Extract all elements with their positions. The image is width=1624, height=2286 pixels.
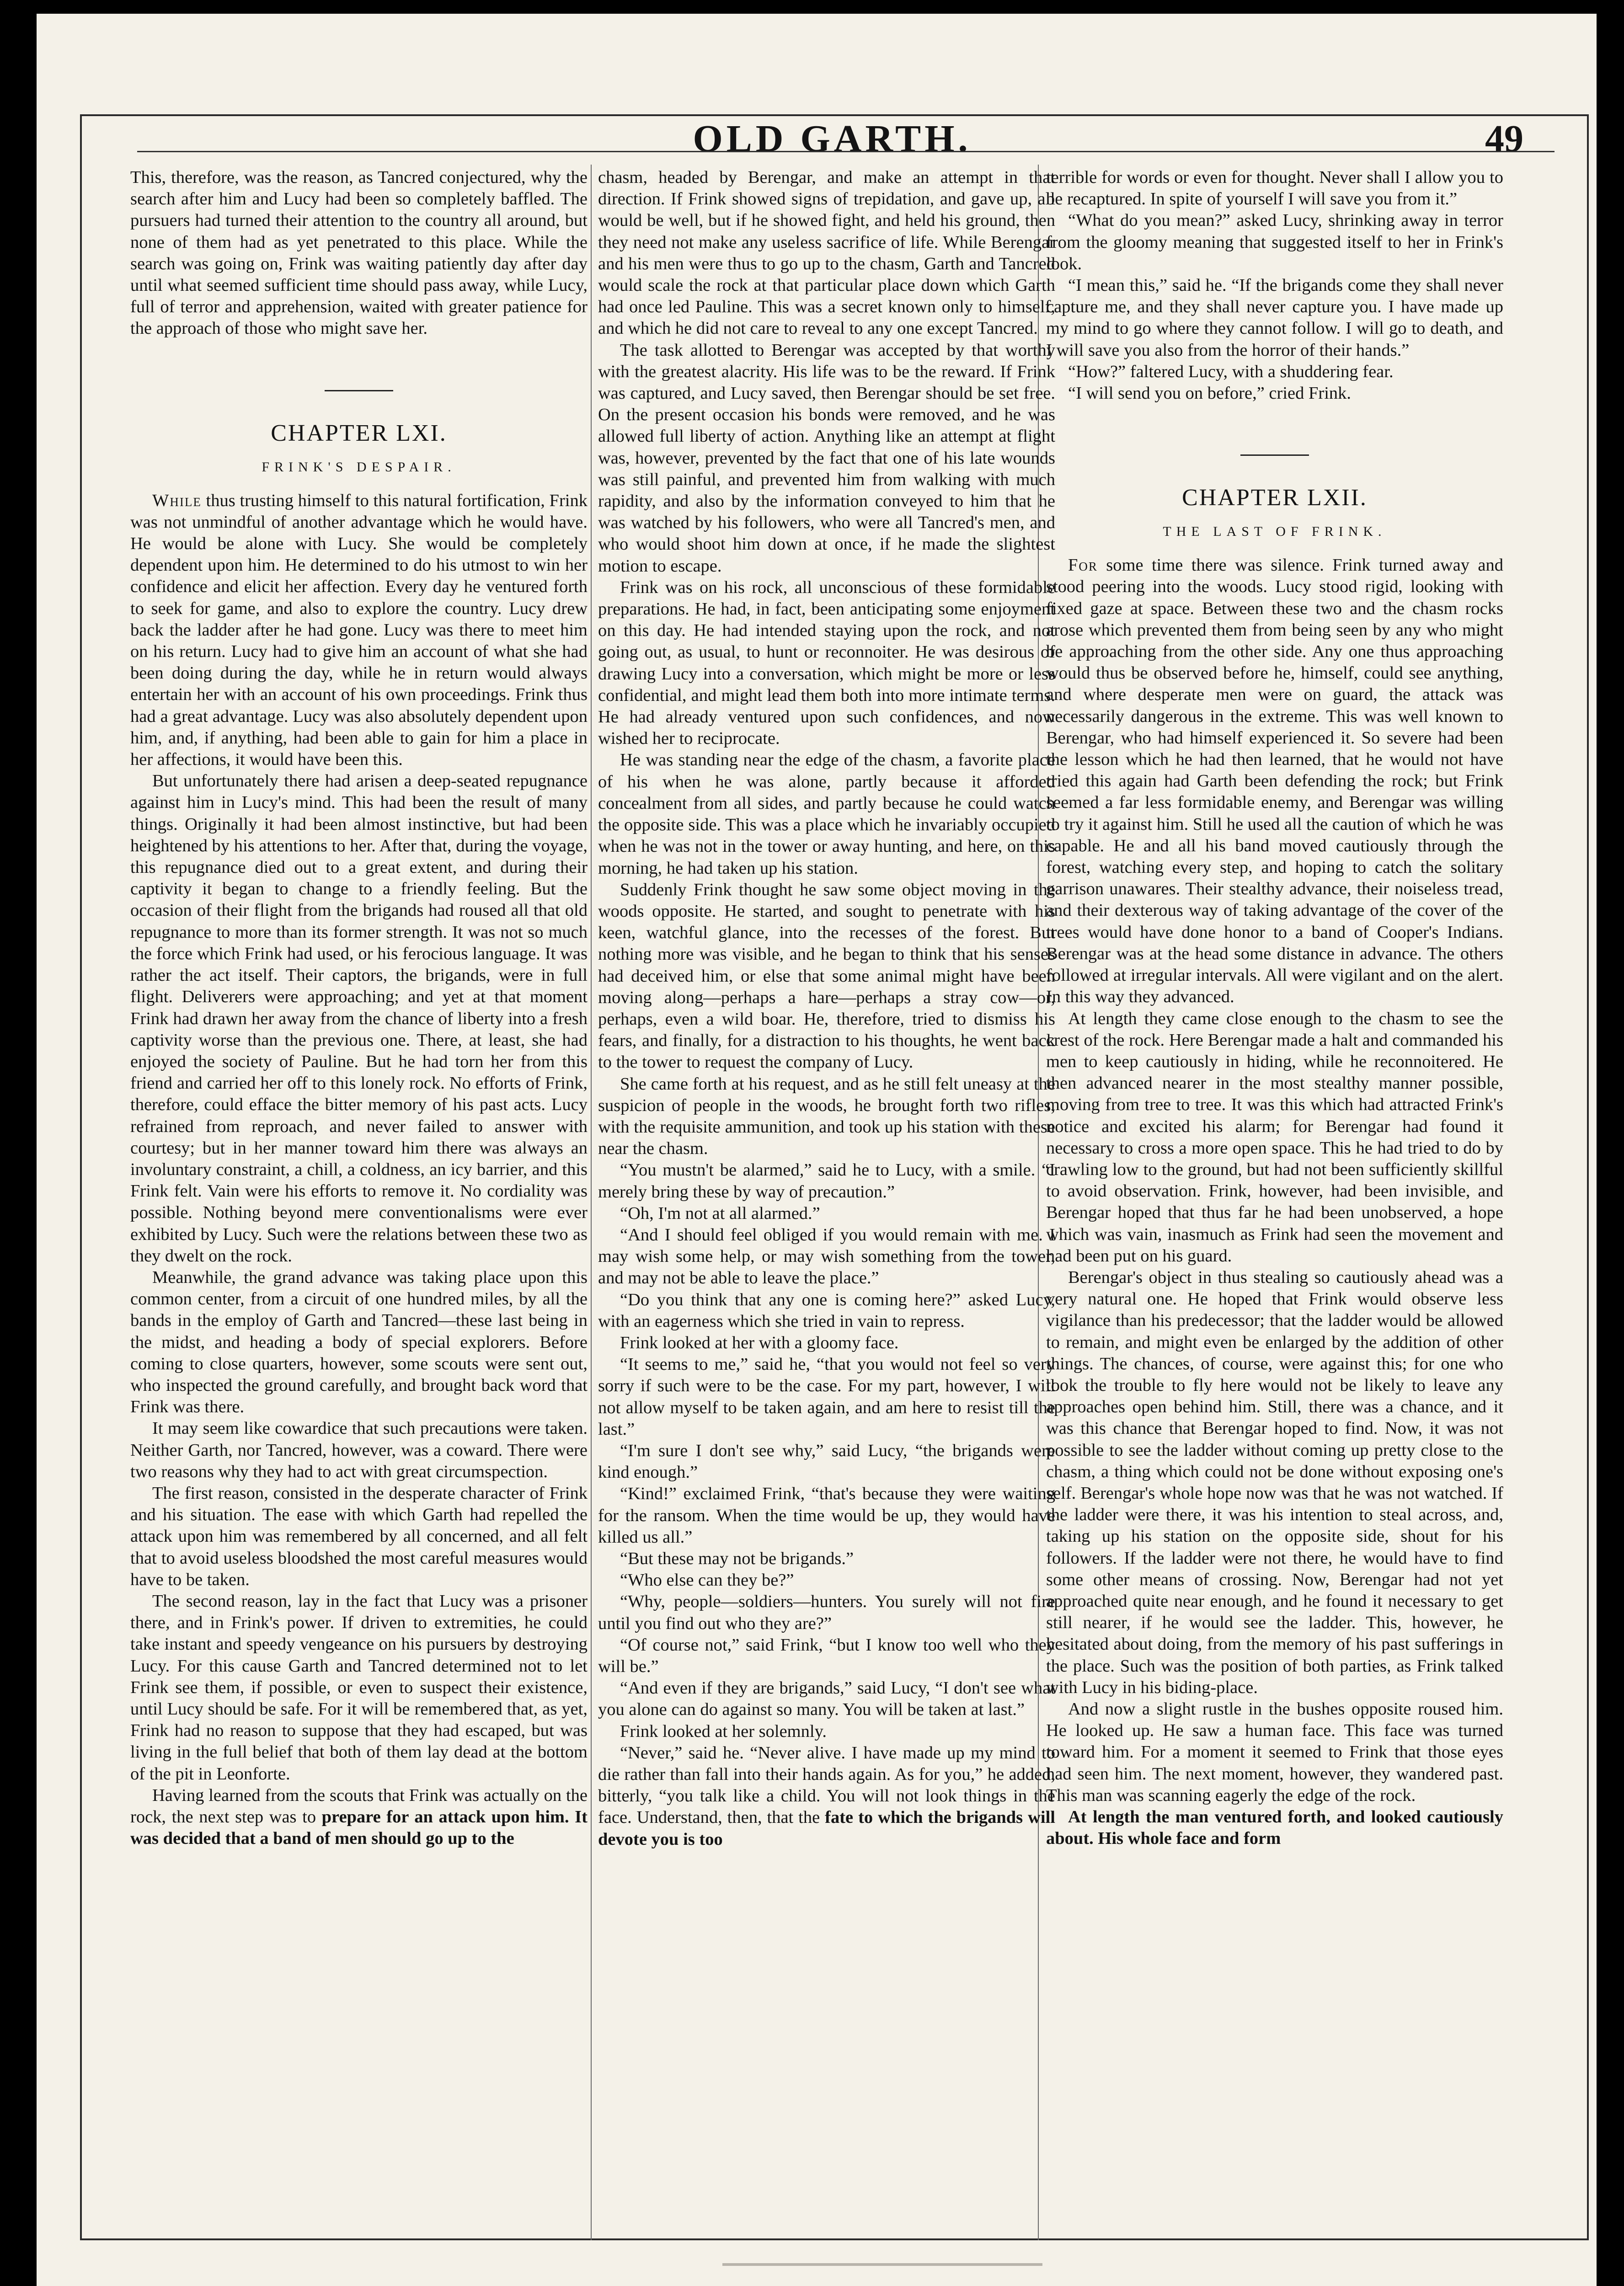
paragraph: “Kind!” exclaimed Frink, “that's because they were waiting for the ransom. When the time would be up, they would have killed us all.” — [598, 1484, 1055, 1547]
column-middle — [598, 167, 1055, 2238]
paragraph: chasm, headed by Berengar, and make an attempt in that direction. If Frink showed signs of trepidation, and gave up, all would be well, but if he showed fight, and held his ground, then they need not make any useless sacrifice of life. While Berengar and his men were thus to go up to the chasm, Garth and Tancred would scale the rock at that particular place down which Garth had once led Pauline. This was a secret known only to himself, and which he did not care to reveal to any one except Tancred. — [598, 168, 1055, 338]
print-smudge — [722, 2263, 1042, 2266]
paragraph: Frink was on his rock, all unconscious of these formidable preparations. He had, in fact, been anticipating some enjoyment on this day. He had intended staying upon the rock, and not going out, as usual, to hunt or reconnoiter. He was desirous of drawing Lucy into a conversation, which might be more or less confidential, and might lead them both into more intimate terms. He had already ventured upon such confidences, and now wished her to reciprocate. — [598, 577, 1055, 748]
paragraph: “I will send you on before,” cried Frink. — [1068, 384, 1352, 403]
chapter-heading: CHAPTER LXI. — [271, 420, 447, 446]
paragraph: It may seem like cowardice that such precautions were taken. Neither Garth, nor Tancred, however, was a coward. There were two reasons why they had to act with great circumspection. — [130, 1419, 588, 1481]
chapter-rule — [1240, 454, 1309, 456]
paragraph: “But these may not be brigands.” — [620, 1549, 854, 1568]
paragraph: Suddenly Frink thought he saw some object moving in the woods opposite. He started, and sought to penetrate with his keen, watchful glance, into the recesses of the forest. But nothing more was visible, and he began to think that his senses had deceived him, or else that some animal might have been moving along—perhaps a hare—perhaps a stray cow—or, perhaps, even a wild boar. He, therefore, tried to dismiss his fears, and finally, for a distraction to his thoughts, he went back to the tower to request the company of Lucy. — [598, 880, 1055, 1072]
paragraph: At length they came close enough to the chasm to see the crest of the rock. Here Berengar made a halt and commanded his men to keep cautiously in hiding, while he reconnoitered. He then advanced nearer in the most stealthy manner possible, moving from tree to tree. It was this which had attracted Frink's notice and excited his alarm; for Berengar had found it necessary to cross a more open space. This he had tried to do by crawling low to the ground, but had not been sufficiently skillful to avoid observation. Frink, however, had been invisible, and Berengar hoped that thus far he had been unobserved, a hope which was vain, inasmuch as Frink had seen the movement and had been put on his guard. — [1046, 1009, 1503, 1266]
column-right — [1046, 167, 1503, 2238]
paragraph: The second reason, lay in the fact that Lucy was a prisoner there, and in Frink's power. If driven to extremities, he could take instant and speedy vengeance on his pursuers by destroying Lucy. For this cause Garth and Tancred determined not to let Frink see them, if possible, or even to suspect their existence, until Lucy should be safe. For it will be remembered that, as yet, Frink had no reason to suppose that they had escaped, but was living in the full belief that both of them lay dead at the bottom of the pit in Leonforte. — [130, 1591, 588, 1784]
paragraph — [130, 1785, 588, 1850]
chapter-heading-block — [1046, 454, 1503, 541]
paragraph: “And even if they are brigands,” said Lucy, “I don't see what you alone can do against so many. You will be taken at last.” — [598, 1678, 1055, 1720]
column-left — [130, 167, 588, 2238]
paragraph: “What do you mean?” asked Lucy, shrinking away in terror from the gloomy meaning that suggested itself to her in Frink's look. — [1046, 211, 1503, 273]
paragraph: “Oh, I'm not at all alarmed.” — [620, 1203, 820, 1223]
paragraph: This, therefore, was the reason, as Tancred conjectured, why the search after him and Lucy had been so completely baffled. The pursuers had turned their attention to the country all around, but none of them had as yet penetrated to this place. While the search was going on, Frink was waiting patiently day after day until what seemed sufficient time should pass away, while Lucy, full of terror and apprehension, waited with greater patience for the approach of those who might save her. — [130, 168, 588, 338]
paragraph-text: Having learned from the scouts that Frink was actually on the rock, the next step was to — [130, 1785, 588, 1827]
column-divider — [591, 165, 592, 2240]
paragraph: Frink looked at her with a gloomy face. — [620, 1333, 899, 1352]
paragraph: “And I should feel obliged if you would remain with me. I may wish some help, or may wish something from the tower, and may not be able to leave the place.” — [598, 1225, 1055, 1288]
paragraph — [598, 1742, 1055, 1850]
paragraph — [1046, 555, 1503, 1008]
paragraph: He was standing near the edge of the chasm, a favorite place of his when he was alone, partly because it afforded concealment from all sides, and partly because he could watch the opposite side. This was a place which he invariably occupied when he was not in the tower or away hunting, and here, on this morning, he had taken up his station. — [598, 750, 1055, 878]
paragraph-text: “Never,” said he. “Never alive. I have made up my mind to die rather than fall into their hands again. As for you,” he added, bitterly, “you talk like a child. You will not look things in the face. Understand, then, that the — [598, 1743, 1055, 1827]
paragraph-lead-word: For — [1068, 555, 1098, 575]
paragraph: “I mean this,” said he. “If the brigands come they shall never capture me, and they shall never capture you. I have made up my mind to go where they cannot follow. I will go to death, and I will save you also from the horror of their hands.” — [1046, 276, 1503, 360]
paragraph: The first reason, consisted in the desperate character of Frink and his situation. The ease with which Garth had repelled the attack upon him was remembered by all concerned, and all felt that to avoid useless bloodshed the most careful measures would have to be taken. — [130, 1483, 588, 1589]
paragraph: “I'm sure I don't see why,” said Lucy, “the brigands were kind enough.” — [598, 1441, 1055, 1482]
paragraph-text-bold: fate to which the brigands will devote you is too — [598, 1808, 1055, 1849]
paragraph: “Do you think that any one is coming here?” asked Lucy, with an eagerness which she tried in vain to repress. — [598, 1290, 1055, 1331]
paragraph: “Why, people—soldiers—hunters. You surely will not fire until you find out who they are?” — [598, 1592, 1055, 1633]
paragraph: “How?” faltered Lucy, with a shuddering fear. — [1068, 362, 1394, 381]
paragraph-text-bold: prepare for an attack upon him. It was decided that a band of men should go up to the — [130, 1807, 588, 1848]
page-number: 49 — [1485, 118, 1523, 160]
paragraph: “Who else can they be?” — [620, 1570, 794, 1590]
paragraph: “It seems to me,” said he, “that you would not feel so very sorry if such were to be the case. For my part, however, I will not allow myself to be taken again, and am here to resist till the last.” — [598, 1355, 1055, 1439]
paragraph: But unfortunately there had arisen a deep-seated repugnance against him in Lucy's mind. This had been the result of many things. Originally it had been almost instinctive, but had been heightened by his attentions to her. After that, during the voyage, this repugnance died out to a great extent, and during their captivity it began to change to a friendly feeling. But the occasion of their flight from the brigands had roused all that old repugnance to more than its former strength. It was not so much the force which Frink had used, or his ferocious language. It was rather the act itself. Their captors, the brigands, were in full flight. Deliverers were approaching; and yet at that moment Frink had drawn her away from the chance of liberty into a fresh captivity worse than the previous one. There, at least, she had enjoyed the society of Pauline. But he had torn her from this friend and carried her off to this lonely rock. No efforts of Frink, therefore, could efface the bitter memory of his past acts. Lucy refrained from reproach, and never failed to answer with courtesy; but in her manner toward him there was always an involuntary constraint, a chill, a coldness, an icy barrier, and this Frink felt. Vain were his efforts to remove it. No cordiality was possible. Nothing beyond mere conventionalisms were ever exhibited by Lucy. Such were the relations between these two as they dwelt on the rock. — [130, 771, 588, 1266]
paragraph-lead-word: While — [152, 491, 202, 510]
chapter-rule — [325, 390, 393, 391]
paragraph: And now a slight rustle in the bushes opposite roused him. He looked up. He saw a human face. This face was turned toward him. For a moment it seemed to Frink that those eyes had seen him. The next moment, however, they wandered past. This man was scanning eagerly the edge of the rock. — [1046, 1699, 1503, 1805]
running-title: OLD GARTH. — [693, 118, 972, 160]
paragraph: “Of course not,” said Frink, “but I know too well who they will be.” — [598, 1635, 1055, 1677]
header-rule — [137, 151, 1555, 152]
chapter-heading-block — [130, 390, 588, 476]
paragraph — [130, 490, 588, 771]
paragraph: At length the man ventured forth, and looked cautiously about. His whole face and form — [1046, 1807, 1503, 1848]
chapter-subtitle: FRINK'S DESPAIR. — [262, 459, 456, 475]
chapter-subtitle: THE LAST OF FRINK. — [1163, 524, 1387, 539]
paragraph: Frink looked at her solemnly. — [620, 1721, 827, 1741]
newspaper-page — [37, 14, 1597, 2286]
paragraph: Meanwhile, the grand advance was taking place upon this common center, from a circuit of one hundred miles, by all the bands in the employ of Garth and Tancred—these last being in the midst, and heading a body of special explorers. Before coming to close quarters, however, some scouts were sent out, who inspected the ground carefully, and brought back word that Frink was there. — [130, 1267, 588, 1417]
paragraph: The task allotted to Berengar was accepted by that worthy with the greatest alacrity. His life was to be the reward. If Frink was captured, and Lucy saved, then Berengar should be set free. On the present occasion his bonds were removed, and he was allowed full liberty of action. Anything like an attempt at flight was, however, prevented by the fact that one of his late wounds was still painful, and prevented him from walking with much rapidity, and also by the information conveyed to him that he was watched by his followers, who were all Tancred's men, and who would shoot him down at once, if he made the slightest motion to escape. — [598, 340, 1055, 576]
chapter-heading: CHAPTER LXII. — [1182, 485, 1368, 511]
paragraph: She came forth at his request, and as he still felt uneasy at the suspicion of people in the woods, he brought forth two rifles, with the requisite ammunition, and took up his station with these near the chasm. — [598, 1074, 1055, 1159]
paragraph-text: thus trusting himself to this natural fortification, Frink was not unmindful of another advantage which he would have. He would be alone with Lucy. She would be completely dependent upon him. He determined to do his utmost to win her confidence and elicit her affection. Every day he ventured forth to seek for game, and also to explore the country. Lucy drew back the ladder after he had gone. Lucy was there to meet him on his return. Lucy had to give him an account of what she had been doing during the day, while he in return would always entertain her with an account of his own proceedings. Frink thus had a great advantage. Lucy was also absolutely dependent upon him, and, if anything, had been able to gain for him a place in her affections, it would have been this. — [130, 491, 588, 769]
paragraph: Berengar's object in thus stealing so cautiously ahead was a very natural one. He hoped that Frink would observe less vigilance than his predecessor; that the ladder would be allowed to remain, and might even be enlarged by the addition of other things. The chances, of course, were against this; for one who took the trouble to fly here would not be likely to leave any approaches open behind him. Still, there was a chance, and it was this chance that Berengar hoped to find. Now, it was not possible to see the ladder without coming up pretty close to the chasm, a thing which could not be done without exposing one's self. Berengar's whole hope now was that he was not watched. If the ladder were there, it was his intention to steal across, and, taking up his station on the opposite side, shout for his followers. If the ladder were not there, he would have to find some other means of crossing. Now, Berengar had not yet approached quite near enough, and he found it necessary to get still nearer, if he would see the ladder. This, however, he hesitated about doing, from the memory of his past sufferings in the place. Such was the position of both parties, as Frink talked with Lucy in his biding-place. — [1046, 1267, 1503, 1697]
paragraph: terrible for words or even for thought. Never shall I allow you to be recaptured. In spite of yourself I will save you from it.” — [1046, 168, 1503, 209]
paragraph: “You mustn't be alarmed,” said he to Lucy, with a smile. “I merely bring these by way of precaution.” — [598, 1160, 1055, 1202]
paragraph-text: some time there was silence. Frink turned away and stood peering into the woods. Lucy stood rigid, looking with fixed gaze at space. Between these two and the chasm rocks arose which prevented them from being seen by any who might be approaching from the other side. Any one thus approaching would thus be observed before he, himself, could see anything, and where desperate men were on guard, the attack was necessarily dangerous in the extreme. This was well known to Berengar, who had himself experienced it. So severe had been the lesson which he had then learned, that he would not have tried this again had Garth been defending the rock; but Frink seemed a far less formidable enemy, and Berengar was willing to try it against him. Still he used all the caution of which he was capable. He and all his band moved cautiously through the forest, watching every step, and hoping to catch the solitary garrison unawares. Their stealthy advance, their noiseless tread, and their dexterous way of taking advantage of the cover of the trees would have done honor to a band of Cooper's Indians. Berengar was at the head some distance in advance. The others followed at irregular intervals. All were vigilant and on the alert. In this way they advanced. — [1046, 555, 1503, 1007]
